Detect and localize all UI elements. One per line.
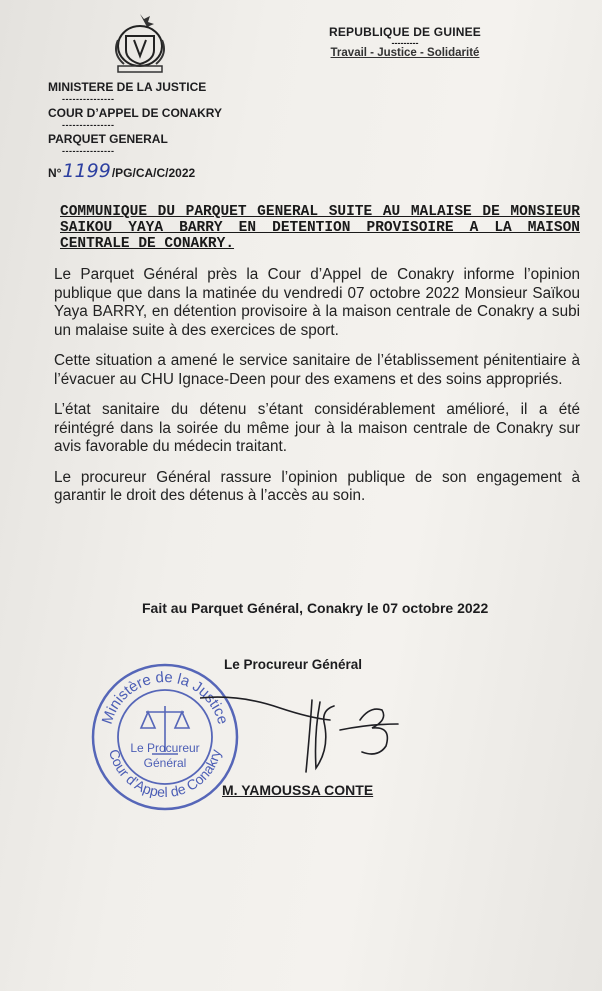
reference-number xyxy=(48,160,258,182)
signatory-name: M. YAMOUSSA CONTE xyxy=(222,782,374,798)
ref-prefix: N° xyxy=(48,166,62,180)
court-separator: --------------- xyxy=(62,120,115,130)
country-separator: --------- xyxy=(391,38,419,48)
court-name: COUR D’APPEL DE CONAKRY xyxy=(48,106,223,120)
communique-body xyxy=(54,266,580,518)
stamp-center-line-2: Général xyxy=(143,756,187,770)
ref-suffix: /PG/CA/C/2022 xyxy=(111,166,196,180)
communique-title: COMMUNIQUE DU PARQUET GENERAL SUITE AU MALAISE DE MONSIEUR SAIKOU YAYA BARRY EN DETENTION PROVISOIRE A LA MAISON CENTRALE DE CONAKRY. xyxy=(60,204,580,252)
paragraph-2: Cette situation a amené le service sanitaire de l’établissement pénitentiaire à l’évacuer au CHU Ignace-Deen pour des examens et des soins appropriés. xyxy=(54,352,580,388)
ministry-separator: --------------- xyxy=(62,94,115,104)
place-and-date: Fait au Parquet Général, Conakry le 07 octobre 2022 xyxy=(142,600,489,616)
office-name: PARQUET GENERAL xyxy=(48,132,168,146)
stamp-ring-bottom: Cour d’Appel de Conakry xyxy=(105,747,224,801)
handwritten-signature-icon xyxy=(200,680,440,780)
signatory-title: Le Procureur Général xyxy=(224,657,363,672)
republic-header xyxy=(300,25,510,59)
stamp-center-line-1: Le Procureur xyxy=(130,741,200,755)
office-separator: --------------- xyxy=(62,146,115,156)
ref-handwritten-number: 1199 xyxy=(62,160,111,182)
guinea-coat-of-arms-icon xyxy=(104,10,176,76)
issuing-authority xyxy=(48,80,258,182)
national-motto: Travail - Justice - Solidarité xyxy=(330,47,480,59)
stamp-ring-top: Ministère de la Justice xyxy=(98,668,232,727)
paragraph-4: Le procureur Général rassure l’opinion publique de son engagement à garantir le droit des détenus à l’accès au soin. xyxy=(54,468,580,504)
paragraph-1: Le Parquet Général près la Cour d’Appel de Conakry informe l’opinion publique que dans la matinée du vendredi 07 octobre 2022 Monsieur Saïkou Yaya BARRY, en détention provisoire à la maison centrale de Conakry a subi un malaise suite à des exercices de sport. xyxy=(54,266,580,339)
country-name: REPUBLIQUE DE GUINEE xyxy=(328,25,482,39)
ministry-name: MINISTERE DE LA JUSTICE xyxy=(48,80,207,94)
paragraph-3: L’état sanitaire du détenu s’étant considérablement amélioré, il a été réintégré dans la soirée du même jour à la maison centrale de Conakry sur avis favorable du médecin traitant. xyxy=(54,401,580,455)
